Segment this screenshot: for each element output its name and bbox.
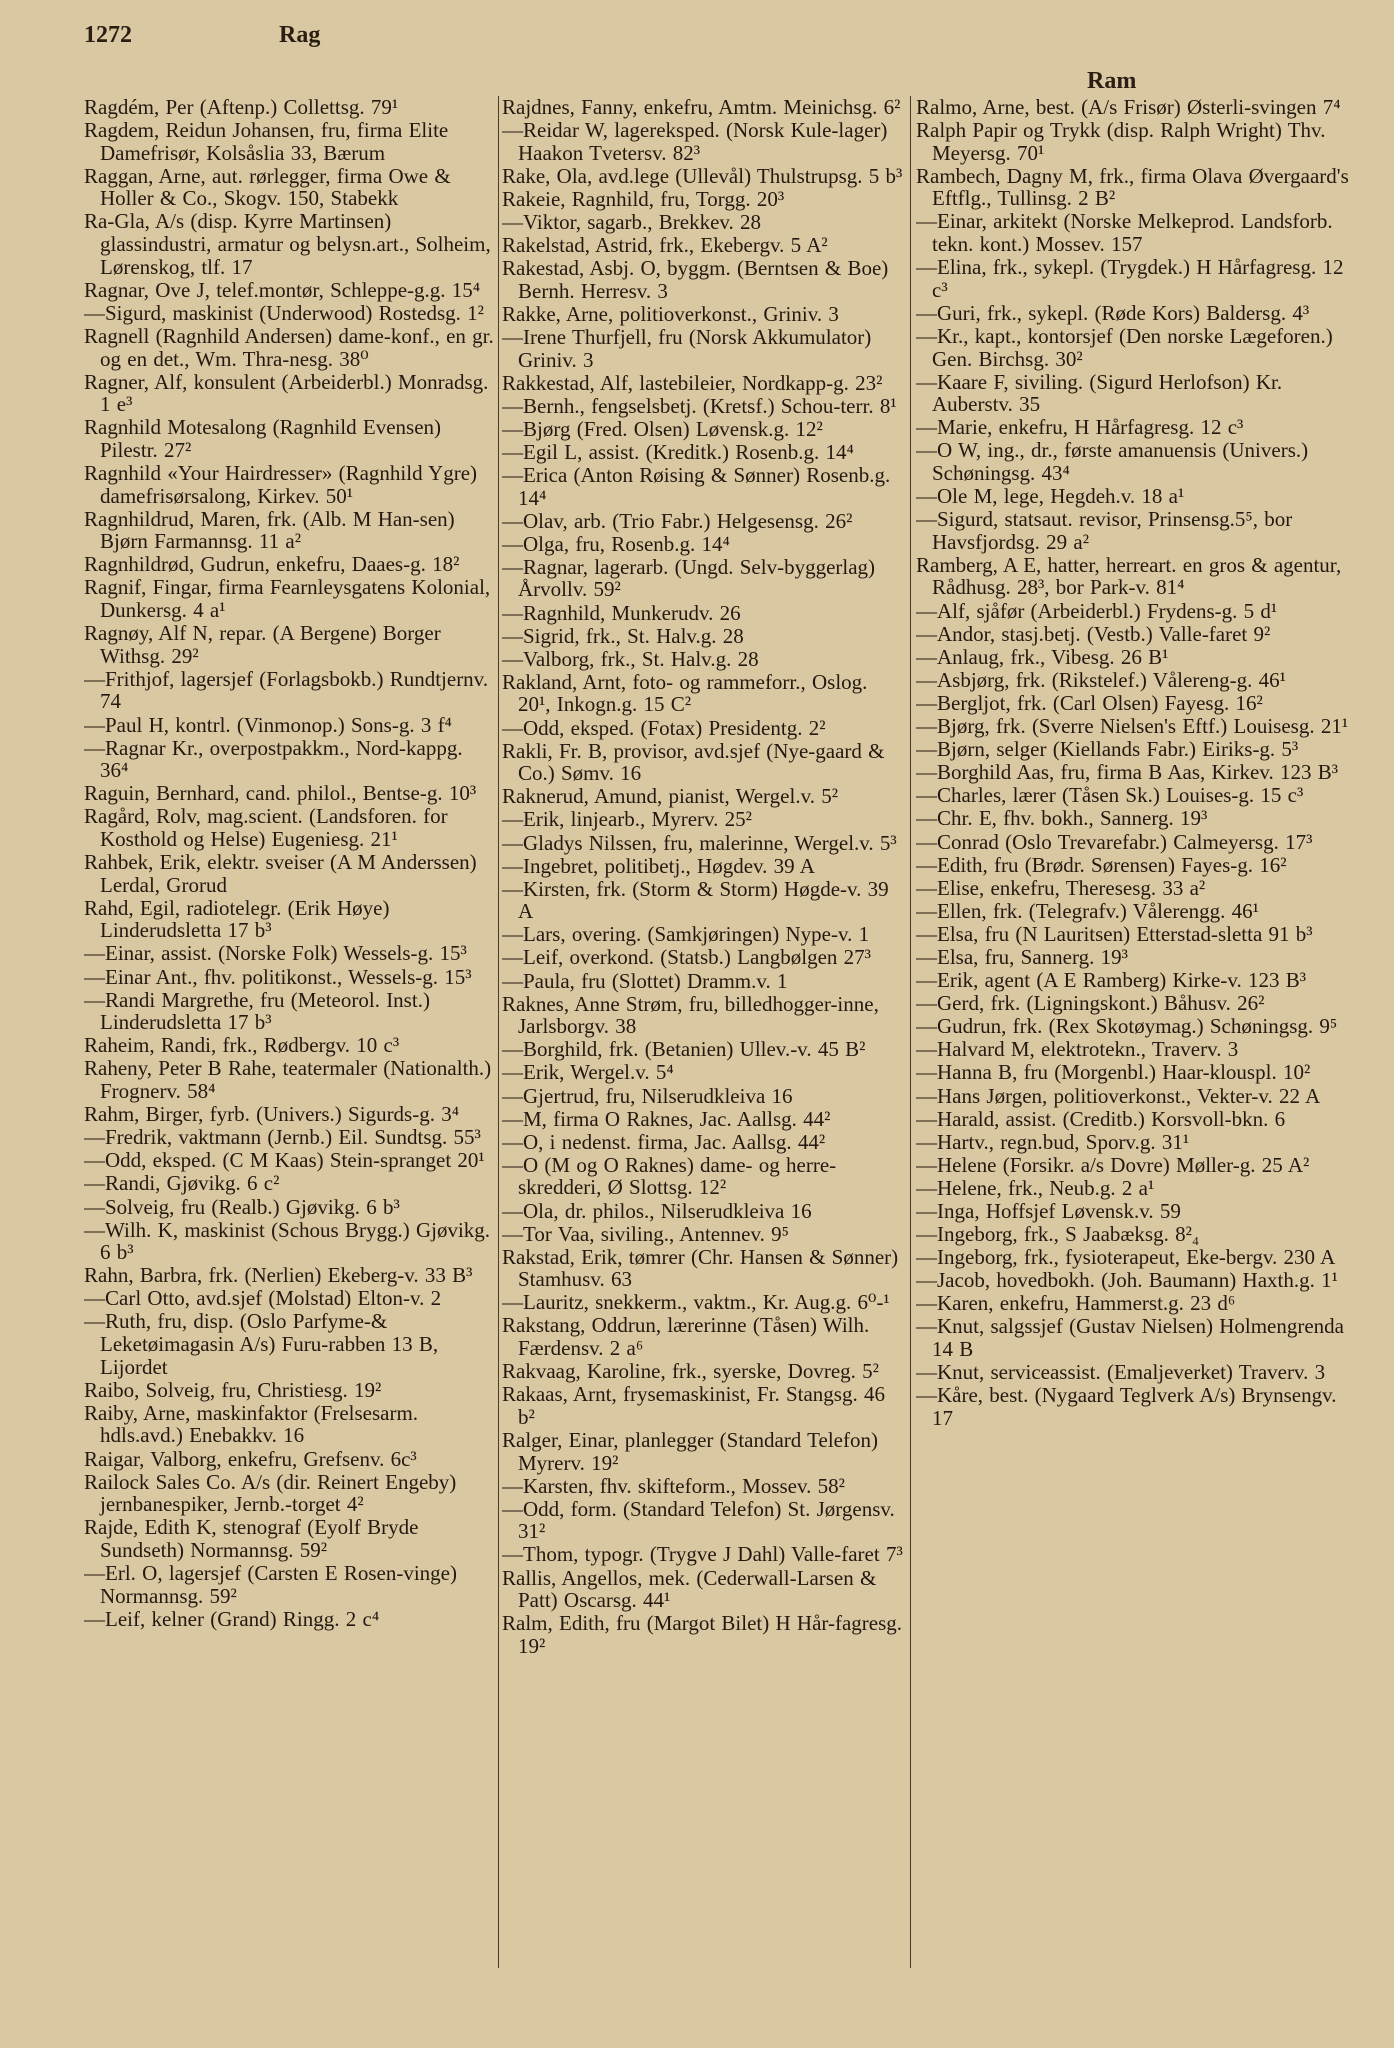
column-divider: [498, 96, 499, 1968]
directory-entry: —Odd, form. (Standard Telefon) St. Jørgensv. 31²: [502, 1496, 895, 1544]
directory-entry: Raheny, Peter B Rahe, teatermaler (Nationalth.) Frognerv. 58⁴: [84, 1056, 492, 1104]
directory-entry: —Fredrik, vaktmann (Jernb.) Eil. Sundtsg. 55³: [84, 1125, 481, 1150]
directory-entry: Raiby, Arne, maskinfaktor (Frelsesarm. hdls.avd.) Enebakkv. 16: [84, 1400, 419, 1448]
directory-entry: —Alf, sjåfør (Arbeiderbl.) Frydens-g. 5 d¹: [916, 598, 1278, 623]
directory-entry: —Frithjof, lagersjef (Forlagsbokb.) Rundtjernv. 74: [84, 666, 489, 714]
directory-entry: —Sigurd, statsaut. revisor, Prinsensg.5⁵, bor Havsfjordsg. 29 a²: [916, 507, 1293, 554]
directory-entry: —Erl. O, lagersjef (Carsten E Rosen-vinge) Normannsg. 59²: [84, 1561, 457, 1608]
directory-entry: Ralph Papir og Trykk (disp. Ralph Wright) Thv. Meyersg. 70¹: [916, 118, 1326, 165]
directory-entry: Ragner, Alf, konsulent (Arbeiderbl.) Monradsg. 1 e³: [84, 369, 489, 417]
directory-entry: —Elsa, fru (N Lauritsen) Etterstad-sletta 91 b³: [916, 921, 1313, 946]
directory-entry: Rakelstad, Astrid, frk., Ekebergv. 5 A²: [502, 233, 828, 258]
directory-entry: Ragnell (Ragnhild Andersen) dame-konf., en gr. og en det., Wm. Thra-nesg. 38⁰: [84, 323, 494, 371]
directory-entry: Rahm, Birger, fyrb. (Univers.) Sigurds-g. 3⁴: [84, 1102, 460, 1127]
directory-entry: Rakestad, Asbj. O, byggm. (Berntsen & Boe) Bernh. Herresv. 3: [502, 256, 889, 303]
directory-entry: —Gjertrud, fru, Nilserudkleiva 16: [502, 1083, 793, 1108]
directory-entry: —Jacob, hovedbokh. (Joh. Baumann) Haxth.g. 1¹: [916, 1268, 1338, 1293]
directory-entry: Ramberg, A E, hatter, herreart. en gros & agentur, Rådhusg. 28³, bor Park-v. 81⁴: [916, 552, 1342, 600]
directory-entry: —Harald, assist. (Creditb.) Korsvoll-bkn. 6: [916, 1106, 1286, 1131]
directory-entry: Raguin, Bernhard, cand. philol., Bentse-g. 10³: [84, 781, 477, 806]
directory-entry: —Helene, frk., Neub.g. 2 a¹: [916, 1175, 1155, 1200]
directory-entry: Rakkestad, Alf, lastebileier, Nordkapp-g. 23²: [502, 370, 883, 395]
directory-entry: Raknerud, Amund, pianist, Wergel.v. 5²: [502, 784, 839, 809]
directory-entry: —Ragnhild, Munkerudv. 26: [502, 600, 741, 625]
directory-entry: —Bernh., fengselsbetj. (Kretsf.) Schou-terr. 8¹: [502, 393, 897, 418]
directory-entry: Rajde, Edith K, stenograf (Eyolf Bryde Sundseth) Normannsg. 59²: [84, 1515, 419, 1562]
directory-entry: Raheim, Randi, frk., Rødbergv. 10 c³: [84, 1033, 400, 1058]
directory-entry: —Conrad (Oslo Trevarefabr.) Calmeyersg. 17³: [916, 829, 1313, 854]
directory-entry: —Lars, overing. (Samkjøringen) Nype-v. 1: [502, 922, 870, 947]
directory-entry: Ragnhild «Your Hairdresser» (Ragnhild Ygre) damefrisørsalong, Kirkev. 50¹: [84, 461, 478, 508]
directory-entry: —Halvard M, elektrotekn., Traverv. 3: [916, 1037, 1239, 1062]
directory-entry: —Olav, arb. (Trio Fabr.) Helgesensg. 26²: [502, 508, 853, 533]
directory-entry: —Ola, dr. philos., Nilserudkleiva 16: [502, 1198, 812, 1223]
directory-entry: Ralmo, Arne, best. (A/s Frisør) Østerli-svingen 7⁴: [916, 96, 1341, 119]
directory-entry: —Chr. E, fhv. bokh., Sannerg. 19³: [916, 806, 1208, 831]
directory-entry: —Einar Ant., fhv. politikonst., Wessels-g. 15³: [84, 964, 472, 989]
directory-entry: Railock Sales Co. A/s (dir. Reinert Engeby) jernbanespiker, Jernb.-torget 4²: [84, 1469, 457, 1517]
directory-entry: Rake, Ola, avd.lege (Ullevål) Thulstrupsg. 5 b³: [502, 163, 903, 188]
directory-entry: —Ingeborg, frk., S Jaabæksg. 8²₄: [916, 1222, 1200, 1247]
directory-entry: Ralm, Edith, fru (Margot Bilet) H Hår-fagresg. 19²: [502, 1611, 903, 1658]
directory-entry: Raigar, Valborg, enkefru, Grefsenv. 6c³: [84, 1446, 417, 1471]
directory-entry: —Elsa, fru, Sannerg. 19³: [916, 944, 1128, 969]
directory-entry: Ra-Gla, A/s (disp. Kyrre Martinsen) glassindustri, armatur og belysn.art., Solheim, Lørenskog, tlf. 17: [84, 209, 491, 279]
directory-entry: —Edith, fru (Brødr. Sørensen) Fayes-g. 16²: [916, 852, 1287, 877]
directory-entry: —Randi Margrethe, fru (Meteorol. Inst.) Linderudsletta 17 b³: [84, 987, 430, 1035]
directory-entry: —Hans Jørgen, politioverkonst., Vekter-v. 22 A: [916, 1083, 1321, 1108]
directory-entry: —Irene Thurfjell, fru (Norsk Akkumulator) Griniv. 3: [502, 324, 872, 372]
directory-entry: —Odd, eksped. (Fotax) Presidentg. 2²: [502, 715, 826, 740]
directory-entry: —O (M og O Raknes) dame- og herre-skredderi, Ø Slottsg. 12²: [502, 1152, 837, 1200]
directory-entry: —Thom, typogr. (Trygve J Dahl) Valle-faret 7³: [502, 1542, 903, 1567]
directory-entry: —Helene (Forsikr. a/s Dovre) Møller-g. 25 A²: [916, 1152, 1310, 1177]
directory-entry: —Olga, fru, Rosenb.g. 14⁴: [502, 531, 730, 556]
directory-entry: —Charles, lærer (Tåsen Sk.) Louises-g. 15 c³: [916, 783, 1304, 808]
directory-entry: Rakstad, Erik, tømrer (Chr. Hansen & Sønner) Stamhusv. 63: [502, 1244, 899, 1292]
column-2: [502, 96, 906, 1968]
directory-entry: —O W, ing., dr., første amanuensis (Univers.) Schøningsg. 43⁴: [916, 438, 1309, 485]
directory-entry: —Ellen, frk. (Telegrafv.) Vålerengg. 46¹: [916, 898, 1259, 923]
directory-entry: —Kåre, best. (Nygaard Teglverk A/s) Brynsengv. 17: [916, 1383, 1337, 1430]
directory-entry: —Erik, Wergel.v. 5⁴: [502, 1060, 674, 1085]
directory-entry: —Kr., kapt., kontorsjef (Den norske Lægeforen.) Gen. Birchsg. 30²: [916, 323, 1333, 371]
directory-entry: —Anlaug, frk., Vibesg. 26 B¹: [916, 644, 1169, 669]
directory-entry: —Kaare F, siviling. (Sigurd Herlofson) Kr. Auberstv. 35: [916, 369, 1283, 417]
directory-entry: —Knut, salgssjef (Gustav Nielsen) Holmengrenda 14 B: [916, 1314, 1344, 1362]
directory-entry: —Bergljot, frk. (Carl Olsen) Fayesg. 16²: [916, 690, 1263, 715]
directory-entry: —Gudrun, frk. (Rex Skotøymag.) Schøningsg. 9⁵: [916, 1014, 1338, 1039]
directory-entry: Rakvaag, Karoline, frk., syerske, Dovreg. 5²: [502, 1359, 879, 1384]
column-1: [84, 96, 494, 1968]
page-number: 1272: [84, 22, 132, 48]
directory-entry: Ralger, Einar, planlegger (Standard Telefon) Myrerv. 19²: [502, 1427, 878, 1475]
directory-entry: —O, i nedenst. firma, Jac. Aallsg. 44²: [502, 1129, 826, 1154]
directory-entry: —Inga, Hoffsjef Løvensk.v. 59: [916, 1199, 1181, 1223]
directory-entry: —Reidar W, lagereksped. (Norsk Kule-lager) Haakon Tvetersv. 82³: [502, 118, 888, 165]
directory-entry: —Sigurd, maskinist (Underwood) Rostedsg. 1²: [84, 300, 484, 325]
directory-entry: —Leif, kelner (Grand) Ringg. 2 c⁴: [84, 1606, 380, 1631]
directory-entry: Rahbek, Erik, elektr. sveiser (A M Anderssen) Lerdal, Grorud: [84, 850, 477, 897]
directory-entry: —Kirsten, frk. (Storm & Storm) Høgde-v. 39 A: [502, 876, 889, 924]
directory-entry: Ragård, Rolv, mag.scient. (Landsforen. for Kosthold og Helse) Eugeniesg. 21¹: [84, 804, 448, 851]
directory-entry: —Gerd, frk. (Ligningskont.) Båhusv. 26²: [916, 991, 1265, 1016]
directory-entry: —Borghild Aas, fru, firma B Aas, Kirkev. 123 B³: [916, 760, 1339, 785]
left-running-head: Rag: [279, 22, 321, 48]
directory-entry: Ragdém, Per (Aftenp.) Collettsg. 79¹: [84, 96, 399, 119]
directory-entry: —Viktor, sagarb., Brekkev. 28: [502, 209, 762, 234]
directory-entry: —Leif, overkond. (Statsb.) Langbølgen 27³: [502, 945, 871, 970]
directory-entry: —Ruth, fru, disp. (Oslo Parfyme-& Leketøimagasin A/s) Furu-rabben 13 B, Lijordet: [84, 1309, 439, 1379]
column-divider: [910, 96, 911, 1968]
directory-entry: —Asbjørg, frk. (Rikstelef.) Vålereng-g. 46¹: [916, 667, 1286, 692]
directory-entry: —Ragnar Kr., overpostpakkm., Nord-kappg. 36⁴: [84, 735, 463, 783]
directory-entry: —Sigrid, frk., St. Halv.g. 28: [502, 623, 744, 648]
directory-entry: —Gladys Nilssen, fru, malerinne, Wergel.v. 5³: [502, 830, 897, 855]
directory-entry: Rajdnes, Fanny, enkefru, Amtm. Meinichsg. 6²: [502, 96, 901, 119]
directory-entry: —Ingebret, politibetj., Høgdev. 39 A: [502, 853, 815, 878]
directory-entry: —Einar, arkitekt (Norske Melkeprod. Landsforb. tekn. kont.) Mossev. 157: [916, 209, 1333, 257]
page-header: [84, 22, 1354, 92]
directory-entry: —Einar, assist. (Norske Folk) Wessels-g. 15³: [84, 941, 467, 966]
directory-entry: Raknes, Anne Strøm, fru, billedhogger-inne, Jarlsborgv. 38: [502, 991, 879, 1039]
directory-entry: —Erik, linjearb., Myrerv. 25²: [502, 807, 752, 832]
directory-entry: —Paul H, kontrl. (Vinmonop.) Sons-g. 3 f⁴: [84, 712, 452, 737]
directory-entry: —Hanna B, fru (Morgenbl.) Haar-klouspl. 10²: [916, 1060, 1311, 1085]
directory-entry: Rambech, Dagny M, frk., firma Olava Øvergaard's Eftflg., Tullinsg. 2 B²: [916, 163, 1349, 211]
right-running-head: Ram: [1087, 68, 1137, 94]
directory-entry: Ragnif, Fingar, firma Fearnleysgatens Kolonial, Dunkersg. 4 a¹: [84, 575, 491, 623]
directory-entry: —Erik, agent (A E Ramberg) Kirke-v. 123 B³: [916, 968, 1307, 993]
directory-entry: Ragdem, Reidun Johansen, fru, firma Elite Damefrisør, Kolsåslia 33, Bærum: [84, 118, 449, 165]
column-3: [916, 96, 1362, 1968]
directory-entry: Rakke, Arne, politioverkonst., Griniv. 3: [502, 301, 839, 326]
directory-entry: —Paula, fru (Slottet) Dramm.v. 1: [502, 968, 788, 993]
directory-entry: Ragnhildrød, Gudrun, enkefru, Daaes-g. 18²: [84, 552, 460, 577]
directory-entry: —Randi, Gjøvikg. 6 c²: [84, 1171, 280, 1196]
directory-entry: —Valborg, frk., St. Halv.g. 28: [502, 646, 759, 671]
directory-entry: Ragnhild Motesalong (Ragnhild Evensen) Pilestr. 27²: [84, 415, 442, 462]
directory-entry: —Guri, frk., sykepl. (Røde Kors) Baldersg. 4³: [916, 300, 1310, 325]
directory-entry: Rahd, Egil, radiotelegr. (Erik Høye) Linderudsletta 17 b³: [84, 895, 390, 943]
directory-entry: Rakland, Arnt, foto- og rammeforr., Oslog. 20¹, Inkogn.g. 15 C²: [502, 669, 868, 717]
directory-entry: —Lauritz, snekkerm., vaktm., Kr. Aug.g. 6⁰-¹: [502, 1290, 890, 1315]
directory-entry: Raggan, Arne, aut. rørlegger, firma Owe & Holler & Co., Skogv. 150, Stabekk: [84, 163, 451, 211]
directory-entry: Rakaas, Arnt, frysemaskinist, Fr. Stangsg. 46 b²: [502, 1382, 885, 1429]
directory-entry: —Knut, serviceassist. (Emaljeverket) Traverv. 3: [916, 1360, 1326, 1385]
directory-entry: —Bjørn, selger (Kiellands Fabr.) Eiriks-g. 5³: [916, 737, 1299, 762]
directory-entry: —Bjørg (Fred. Olsen) Løvensk.g. 12²: [502, 416, 823, 441]
directory-entry: —Erica (Anton Røising & Sønner) Rosenb.g. 14⁴: [502, 463, 891, 510]
directory-entry: —Karsten, fhv. skifteform., Mossev. 58²: [502, 1473, 845, 1498]
directory-entry: —Marie, enkefru, H Hårfagresg. 12 c³: [916, 415, 1244, 440]
directory-entry: —Bjørg, frk. (Sverre Nielsen's Eftf.) Louisesg. 21¹: [916, 714, 1349, 739]
directory-entry: —Elise, enkefru, Theresesg. 33 a²: [916, 875, 1206, 900]
directory-entry: Ragnhildrud, Maren, frk. (Alb. M Han-sen) Bjørn Farmannsg. 11 a²: [84, 506, 455, 554]
directory-entry: —Borghild, frk. (Betanien) Ullev.-v. 45 B²: [502, 1037, 866, 1062]
directory-entry: —Ragnar, lagerarb. (Ungd. Selv-byggerlag) Årvollv. 59²: [502, 554, 876, 602]
directory-entry: Raibo, Solveig, fru, Christiesg. 19²: [84, 1377, 382, 1402]
directory-entry: —Carl Otto, avd.sjef (Molstad) Elton-v. 2: [84, 1286, 442, 1311]
directory-entry: —Solveig, fru (Realb.) Gjøvikg. 6 b³: [84, 1194, 400, 1219]
directory-entry: Rahn, Barbra, frk. (Nerlien) Ekeberg-v. 33 B³: [84, 1263, 473, 1288]
directory-entry: —Wilh. K, maskinist (Schous Brygg.) Gjøvikg. 6 b³: [84, 1217, 491, 1265]
directory-entry: Ragnøy, Alf N, repar. (A Bergene) Borger Withsg. 29²: [84, 621, 441, 668]
directory-entry: —M, firma O Raknes, Jac. Aallsg. 44²: [502, 1106, 831, 1131]
directory-columns: [84, 96, 1360, 1968]
directory-entry: Ragnar, Ove J, telef.montør, Schleppe-g.g. 15⁴: [84, 277, 481, 302]
directory-entry: —Tor Vaa, siviling., Antennev. 9⁵: [502, 1221, 789, 1246]
directory-entry: —Karen, enkefru, Hammerst.g. 23 d⁶: [916, 1291, 1236, 1316]
directory-entry: —Ingeborg, frk., fysioterapeut, Eke-bergv. 230 A: [916, 1245, 1336, 1270]
directory-entry: —Ole M, lege, Hegdeh.v. 18 a¹: [916, 484, 1185, 509]
directory-entry: —Odd, eksped. (C M Kaas) Stein-spranget 20¹: [84, 1148, 485, 1173]
directory-entry: Rakli, Fr. B, provisor, avd.sjef (Nye-gaard & Co.) Sømv. 16: [502, 738, 885, 786]
directory-entry: Rakeie, Ragnhild, fru, Torgg. 20³: [502, 186, 785, 211]
directory-entry: Rakstang, Oddrun, lærerinne (Tåsen) Wilh. Færdensv. 2 a⁶: [502, 1313, 870, 1361]
directory-entry: Rallis, Angellos, mek. (Cederwall-Larsen & Patt) Oscarsg. 44¹: [502, 1565, 877, 1613]
directory-entry: —Hartv., regn.bud, Sporv.g. 31¹: [916, 1129, 1190, 1154]
directory-entry: —Andor, stasj.betj. (Vestb.) Valle-faret 9²: [916, 621, 1271, 646]
directory-entry: —Egil L, assist. (Kreditk.) Rosenb.g. 14⁴: [502, 439, 854, 464]
directory-entry: —Elina, frk., sykepl. (Trygdek.) H Hårfagresg. 12 c³: [916, 255, 1344, 302]
